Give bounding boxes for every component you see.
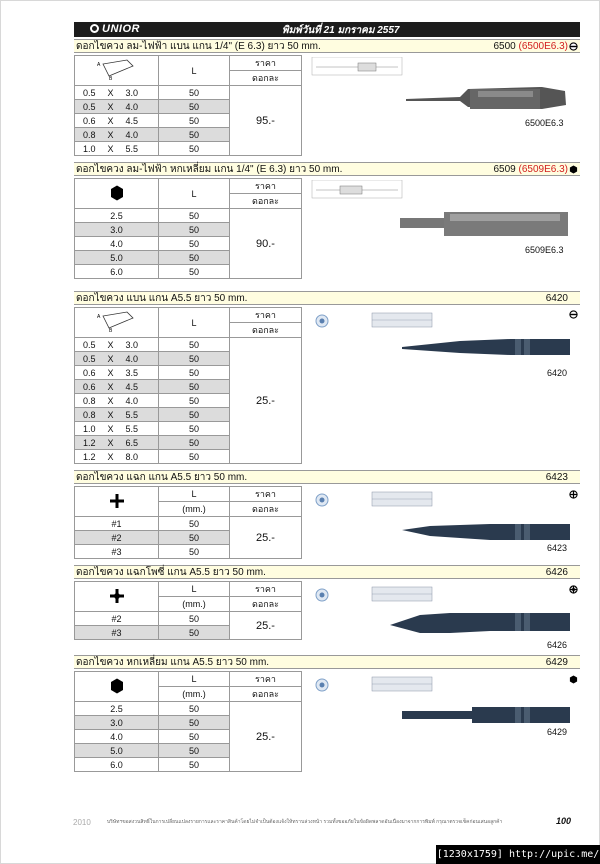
svg-text:A: A: [96, 313, 100, 320]
dim-cell: 0.5 X 4.0: [75, 352, 159, 366]
col-length-header: L: [159, 487, 230, 502]
phillips-diagram-cell: [75, 487, 159, 517]
brand-logo: [90, 23, 140, 35]
product-image-6420: [310, 309, 578, 389]
col-price-sub: ดอกละ: [230, 194, 302, 209]
dimension-diagram-cell: [75, 56, 159, 86]
section-6423: [74, 470, 580, 557]
length-cell: 50: [159, 422, 230, 436]
spec-table: [74, 178, 302, 279]
length-cell: 50: [159, 251, 230, 265]
dim-cell: 1.0 X 5.5: [75, 142, 159, 156]
section-title-bar: [74, 470, 580, 484]
hex-diagram-cell: [75, 672, 159, 702]
pozidriv-cross-icon: [110, 589, 124, 603]
product-image-6500: [310, 57, 578, 153]
product-image-6509: [310, 180, 578, 276]
product-code-alt: (6509E6.3): [518, 164, 568, 175]
col-price-sub: ดอกละ: [230, 502, 302, 517]
product-label: 6429: [547, 727, 568, 737]
section-title: ดอกไขควง แฉก แกน A5.5 ยาว 50 mm.: [76, 472, 248, 483]
length-cell: 50: [159, 758, 230, 772]
col-price-header: ราคา: [230, 487, 302, 502]
length-cell: 50: [159, 394, 230, 408]
product-label: 6423: [547, 543, 568, 553]
dim-cell: 1.0 X 5.5: [75, 422, 159, 436]
length-cell: 50: [159, 265, 230, 279]
hex-tip-icon: [569, 165, 578, 174]
product-image-6429: [310, 673, 578, 743]
slotted-dimension-icon: [95, 58, 139, 82]
footer-note: บริษัทฯขอสงวนสิทธิ์ในการเปลี่ยนแปลงรายการและราคาสินค้าโดยไม่จำเป็นต้องแจ้งให้ทราบล่วงหน้า รวมทั้งขออภัยในข้อผิดพลาดอันเนื่องมาจากการพิมพ์ กรุณาตรวจเช็คก่อนเสนอลูกค้า: [107, 819, 503, 825]
col-price-sub: ดอกละ: [230, 597, 302, 612]
price-cell: 25.-: [230, 517, 302, 559]
product-code: 6420: [545, 293, 568, 304]
size-cell: 4.0: [75, 730, 159, 744]
col-length-header: L: [159, 56, 230, 86]
price-cell: 25.-: [230, 612, 302, 640]
section-6426: [74, 565, 580, 650]
dim-cell: 0.5 X 3.0: [75, 86, 159, 100]
length-cell: 50: [159, 436, 230, 450]
size-cell: 2.5: [75, 702, 159, 716]
length-cell: 50: [159, 744, 230, 758]
col-price-sub: ดอกละ: [230, 323, 302, 338]
length-cell: 50: [159, 517, 230, 531]
section-6500: [74, 39, 580, 154]
col-price-header: ราคา: [230, 582, 302, 597]
size-cell: 3.0: [75, 223, 159, 237]
spec-table: [74, 486, 302, 559]
col-price-sub: ดอกละ: [230, 687, 302, 702]
product-image-6426: [310, 583, 578, 653]
size-cell: 2.5: [75, 209, 159, 223]
product-code: 6500 (6500E6.3): [493, 41, 568, 52]
product-code: 6429: [545, 657, 568, 668]
spec-table: [74, 671, 302, 772]
length-cell: 50: [159, 352, 230, 366]
header-bar: [74, 22, 580, 37]
length-cell: 50: [159, 86, 230, 100]
length-cell: 50: [159, 545, 230, 559]
size-cell: 4.0: [75, 237, 159, 251]
col-price-header: ราคา: [230, 56, 302, 71]
col-price-header: ราคา: [230, 672, 302, 687]
dim-cell: 0.6 X 4.5: [75, 380, 159, 394]
length-cell: 50: [159, 450, 230, 464]
dim-cell: 0.6 X 3.5: [75, 366, 159, 380]
price-cell: 95.-: [230, 86, 302, 156]
dim-cell: 0.8 X 4.0: [75, 394, 159, 408]
hex-icon: [110, 678, 124, 694]
size-cell: 6.0: [75, 265, 159, 279]
watermark-banner: [1230x1759] http://upic.me/: [436, 845, 600, 864]
section-title-bar: [74, 655, 580, 669]
col-length-header: L: [159, 582, 230, 597]
length-cell: 50: [159, 531, 230, 545]
phillips-cross-icon: [110, 494, 124, 508]
product-code-alt: (6500E6.3): [518, 41, 568, 52]
size-cell: 3.0: [75, 716, 159, 730]
dim-cell: 0.8 X 4.0: [75, 128, 159, 142]
spec-table: [74, 55, 302, 156]
length-cell: 50: [159, 209, 230, 223]
length-cell: 50: [159, 338, 230, 352]
product-image-6423: [310, 488, 578, 554]
size-cell: #3: [75, 545, 159, 559]
price-cell: 25.-: [230, 338, 302, 464]
product-label: 6420: [547, 368, 568, 378]
dim-cell: 0.5 X 4.0: [75, 100, 159, 114]
dimension-diagram-cell: [75, 308, 159, 338]
length-cell: 50: [159, 612, 230, 626]
section-title: ดอกไขควง หกเหลี่ยม แกน A5.5 ยาว 50 mm.: [76, 657, 270, 668]
dim-cell: 0.8 X 5.5: [75, 408, 159, 422]
length-cell: 50: [159, 716, 230, 730]
col-price-header: ราคา: [230, 179, 302, 194]
section-title: ดอกไขควง ลม-ไฟฟ้า แบน แกน 1/4" (E 6.3) ยาว 50 mm.: [76, 41, 321, 52]
size-cell: 5.0: [75, 744, 159, 758]
section-title-bar: [74, 291, 580, 305]
product-code: 6423: [545, 472, 568, 483]
price-cell: 90.-: [230, 209, 302, 279]
section-6429: [74, 655, 580, 770]
length-cell: 50: [159, 100, 230, 114]
length-cell: 50: [159, 142, 230, 156]
size-cell: #1: [75, 517, 159, 531]
col-length-header: L: [159, 672, 230, 687]
length-cell: 50: [159, 114, 230, 128]
product-label: 6509E6.3: [525, 245, 564, 255]
section-title-bar: [74, 565, 580, 579]
slotted-tip-icon: [569, 42, 578, 51]
length-cell: 50: [159, 380, 230, 394]
brand-name: UNIOR: [102, 23, 140, 35]
section-title-bar: [74, 39, 580, 53]
price-cell: 25.-: [230, 702, 302, 772]
size-cell: 6.0: [75, 758, 159, 772]
print-date: พิมพ์วันที่ 21 มกราคม 2557: [282, 25, 400, 36]
length-cell: 50: [159, 408, 230, 422]
svg-text:B: B: [108, 75, 112, 82]
length-cell: 50: [159, 730, 230, 744]
col-length-header: L: [159, 179, 230, 209]
length-cell: 50: [159, 237, 230, 251]
dim-cell: 1.2 X 8.0: [75, 450, 159, 464]
length-cell: 50: [159, 223, 230, 237]
product-code: 6426: [545, 567, 568, 578]
size-cell: #3: [75, 626, 159, 640]
svg-text:B: B: [108, 327, 112, 334]
dim-cell: 1.2 X 6.5: [75, 436, 159, 450]
col-length-unit: (mm.): [159, 687, 230, 702]
col-length-header: L: [159, 308, 230, 338]
product-label: 6426: [547, 640, 568, 650]
length-cell: 50: [159, 702, 230, 716]
page-number: 100: [556, 816, 572, 826]
section-title-bar: [74, 162, 580, 176]
spec-table: [74, 307, 302, 464]
svg-text:A: A: [96, 61, 100, 68]
col-length-unit: (mm.): [159, 597, 230, 612]
size-cell: #2: [75, 612, 159, 626]
length-cell: 50: [159, 626, 230, 640]
slotted-dimension-icon: [95, 310, 139, 334]
product-label: 6500E6.3: [525, 118, 564, 128]
product-code: 6509 (6509E6.3): [493, 164, 568, 175]
size-cell: 5.0: [75, 251, 159, 265]
dim-cell: 0.6 X 4.5: [75, 114, 159, 128]
section-6420: [74, 291, 580, 462]
section-title: ดอกไขควง แฉกโพซี่ แกน A5.5 ยาว 50 mm.: [76, 567, 266, 578]
hex-diagram-cell: [75, 179, 159, 209]
col-length-unit: (mm.): [159, 502, 230, 517]
hex-icon: [110, 185, 124, 201]
col-price-sub: ดอกละ: [230, 71, 302, 86]
length-cell: 50: [159, 128, 230, 142]
section-title: ดอกไขควง แบน แกน A5.5 ยาว 50 mm.: [76, 293, 248, 304]
section-title: ดอกไขควง ลม-ไฟฟ้า หกเหลี่ยม แกน 1/4" (E 6.3) ยาว 50 mm.: [76, 164, 343, 175]
logo-ring-icon: [90, 24, 99, 33]
footer-year: 2010: [73, 818, 91, 827]
dim-cell: 0.5 X 3.0: [75, 338, 159, 352]
length-cell: 50: [159, 366, 230, 380]
section-6509: [74, 162, 580, 277]
size-cell: #2: [75, 531, 159, 545]
col-price-header: ราคา: [230, 308, 302, 323]
pozidriv-diagram-cell: [75, 582, 159, 612]
spec-table: [74, 581, 302, 640]
